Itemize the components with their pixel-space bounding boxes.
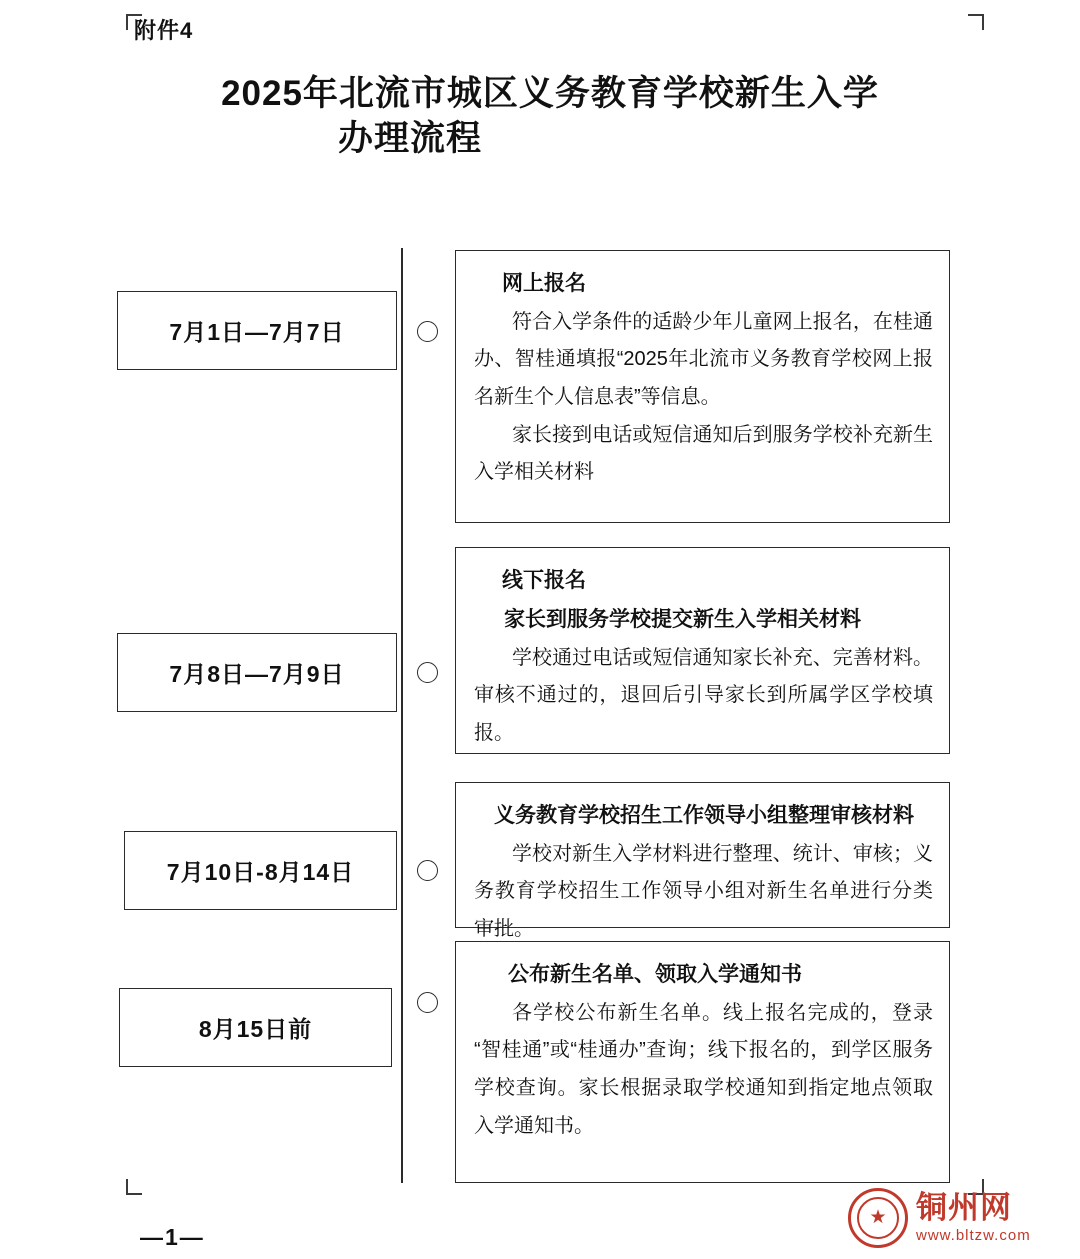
step-heading-4: 公布新生名单、领取入学通知书 <box>508 963 802 986</box>
step-content-box-4 <box>455 941 950 1183</box>
timeline-node-3 <box>417 860 438 881</box>
page-title-line-2: 办理流程 <box>337 118 482 158</box>
step-content-box-2 <box>455 547 950 754</box>
watermark-site-name: 铜州网 <box>916 1190 1012 1226</box>
step-content-box-3 <box>455 782 950 941</box>
step-heading-1: 网上报名 <box>502 272 586 295</box>
attachment-label: 附件4 <box>134 18 194 43</box>
page-title-line-1: 2025年北流市城区义务教育学校新生入学 <box>221 74 879 113</box>
timeline-node-4 <box>417 992 438 1013</box>
step-date-box-1 <box>117 291 397 370</box>
step-heading-2: 线下报名 <box>502 569 586 592</box>
site-watermark <box>848 1183 1070 1253</box>
step-date-label-3: 7月10日-8月14日 <box>166 859 355 885</box>
watermark-text <box>916 1192 1031 1243</box>
step-paragraph-2-1: 学校通过电话或短信通知家长补充、完善材料。审核不通过的，退回后引导家长到所属学区学校填报。 <box>474 646 933 744</box>
watermark-site-url: www.bltzw.com <box>916 1226 1031 1244</box>
step-date-box-3 <box>124 831 397 910</box>
step-paragraph-1-1: 符合入学条件的适龄少年儿童网上报名，在桂通办、智桂通填报“2025年北流市义务教育学校网上报名新生个人信息表”等信息。 <box>474 310 933 409</box>
step-date-box-4 <box>119 988 392 1067</box>
timeline-node-2 <box>417 662 438 683</box>
step-date-box-2 <box>117 633 397 712</box>
step-subheading-2: 家长到服务学校提交新生入学相关材料 <box>504 607 861 631</box>
step-heading-3: 义务教育学校招生工作领导小组整理审核材料 <box>494 804 914 827</box>
step-paragraph-3-1: 学校对新生入学材料进行整理、统计、审核；义务教育学校招生工作领导小组对新生名单进行分类审批。 <box>474 842 933 941</box>
step-date-label-4: 8月15日前 <box>198 1016 313 1042</box>
step-content-box-1 <box>455 250 950 523</box>
step-date-label-1: 7月1日—7月7日 <box>169 319 345 345</box>
seal-icon <box>848 1188 908 1248</box>
step-paragraph-4-1: 各学校公布新生名单。线上报名完成的，登录“智桂通”或“桂通办”查询；线下报名的，到学区服务学校查询。家长根据录取学校通知到指定地点领取入学通知书。 <box>474 1001 933 1137</box>
step-date-label-2: 7月8日—7月9日 <box>169 661 345 687</box>
page-number: —1— <box>140 1224 205 1250</box>
step-paragraph-1-2: 家长接到电话或短信通知后到服务学校补充新生入学相关材料 <box>474 423 933 484</box>
timeline-node-1 <box>417 321 438 342</box>
